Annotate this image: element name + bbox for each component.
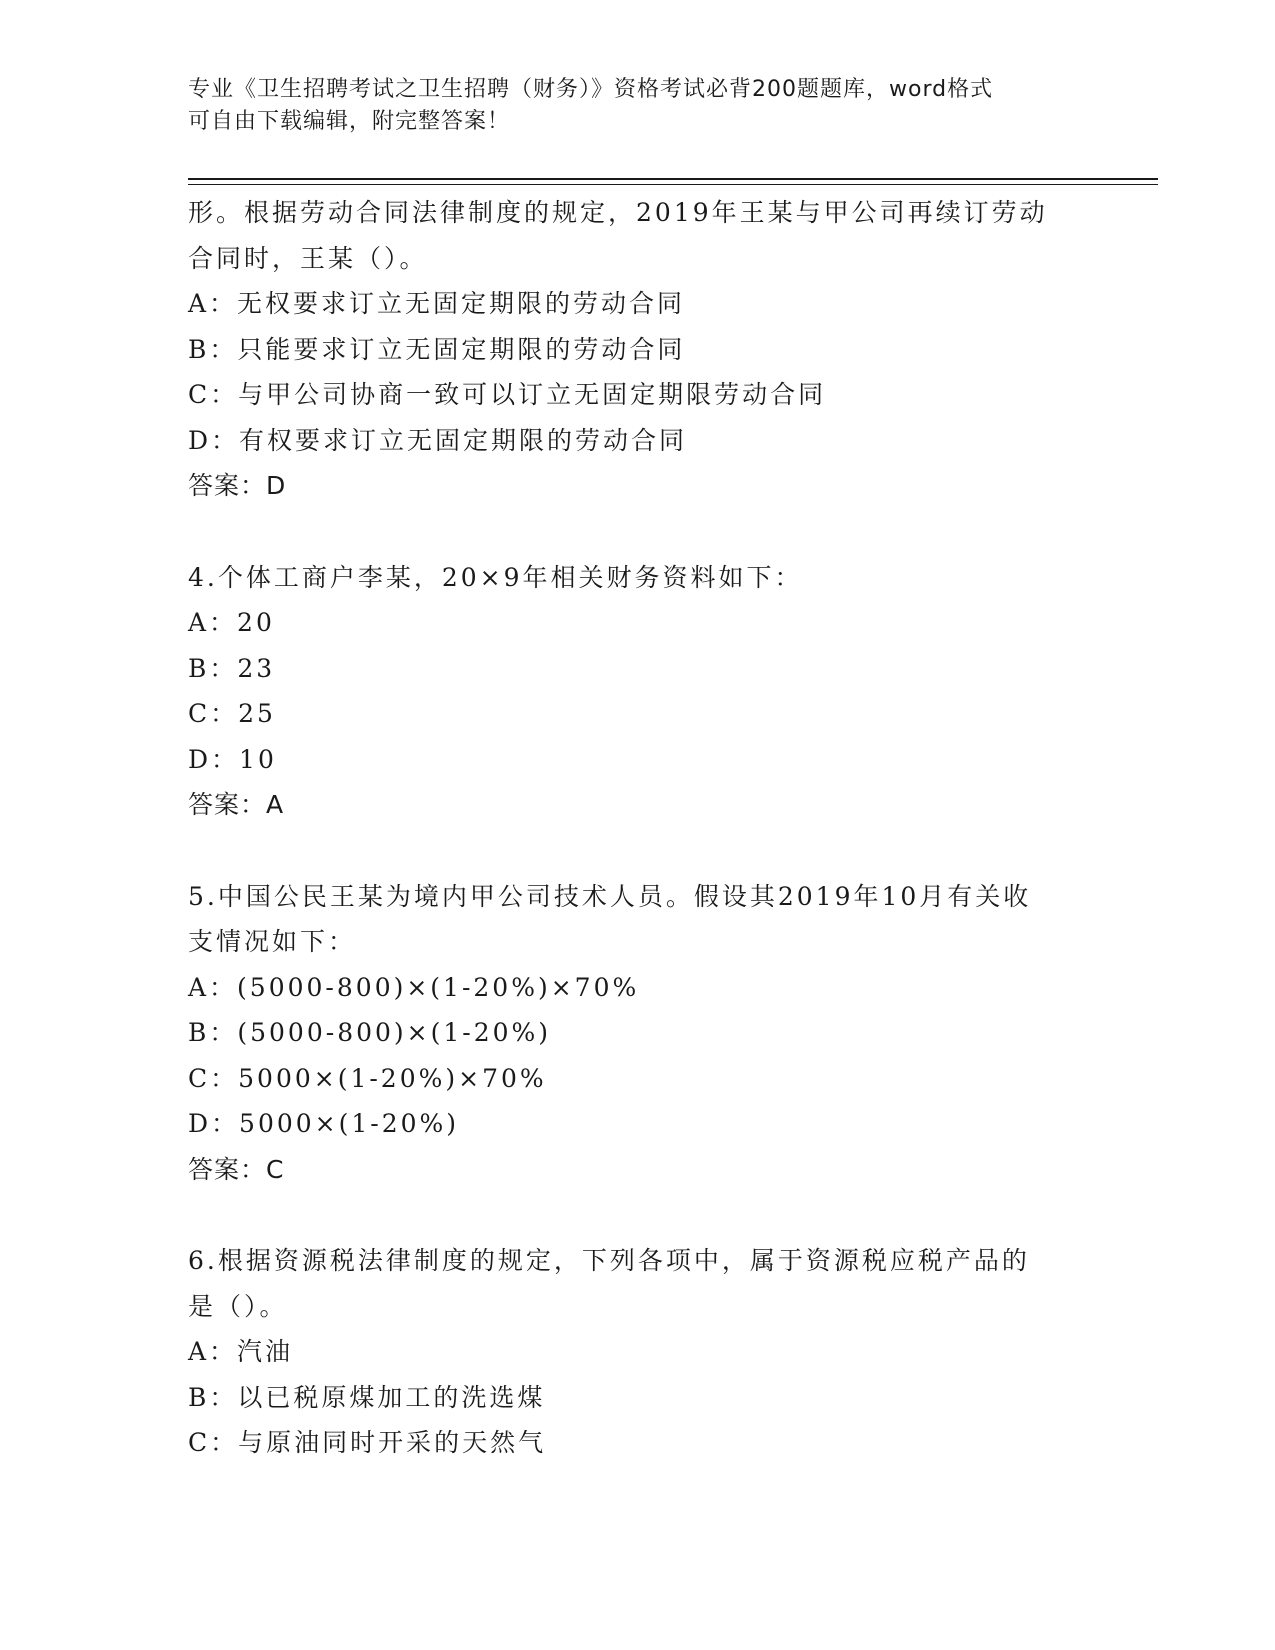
question-block	[188, 1238, 1078, 1466]
answer-option: B：以已税原煤加工的洗选煤	[188, 1382, 546, 1412]
question-block	[188, 874, 1078, 1193]
question-stem-line: 支情况如下：	[188, 927, 357, 956]
header-title-line-2: 可自由下载编辑，附完整答案！	[188, 109, 511, 134]
header-divider-thin	[188, 184, 1158, 185]
question-stem-line: 6.根据资源税法律制度的规定，下列各项中，属于资源税应税产品的	[188, 1246, 1030, 1275]
question-block	[188, 555, 1078, 828]
answer-option: C：5000×(1-20%)×70%	[188, 1063, 547, 1093]
answer-option: A：20	[188, 608, 275, 637]
question-stem-line: 是（）。	[188, 1291, 288, 1321]
answer-option: B：(5000-800)×(1-20%)	[188, 1018, 552, 1047]
answer-option: A：无权要求订立无固定期限的劳动合同	[188, 289, 686, 318]
question-list	[188, 190, 1078, 1466]
header-divider-thick	[188, 178, 1158, 180]
answer-option: A：汽油	[188, 1337, 294, 1366]
question-stem-line: 5.中国公民王某为境内甲公司技术人员。假设其2019年10月有关收	[188, 881, 1032, 911]
answer-key: 答案：C	[188, 1154, 285, 1184]
answer-key: 答案：D	[188, 471, 287, 500]
question-block	[188, 190, 1078, 509]
answer-option: D：5000×(1-20%)	[188, 1109, 460, 1138]
answer-option: A：(5000-800)×(1-20%)×70%	[188, 972, 640, 1002]
answer-option: C：与甲公司协商一致可以订立无固定期限劳动合同	[188, 380, 827, 409]
question-spacer	[188, 828, 1078, 874]
question-spacer	[188, 509, 1078, 555]
question-spacer	[188, 1192, 1078, 1238]
answer-option: B：23	[188, 653, 276, 683]
header-title-line-1: 专业《卫生招聘考试之卫生招聘（财务）》资格考试必背200题题库，word格式	[188, 77, 994, 102]
answer-option: C：25	[188, 699, 276, 728]
question-stem-line: 形。根据劳动合同法律制度的规定，2019年王某与甲公司再续订劳动	[188, 198, 1048, 227]
answer-option: D：10	[188, 744, 277, 774]
answer-option: B：只能要求订立无固定期限的劳动合同	[188, 334, 686, 364]
answer-option: C：与原油同时开采的天然气	[188, 1428, 547, 1457]
document-header	[188, 74, 1068, 138]
answer-key: 答案：A	[188, 790, 285, 819]
question-stem-line: 合同时，王某（）。	[188, 243, 428, 273]
answer-option: D：有权要求订立无固定期限的劳动合同	[188, 425, 688, 455]
question-stem-line: 4.个体工商户李某，20×9年相关财务资料如下：	[188, 562, 803, 592]
